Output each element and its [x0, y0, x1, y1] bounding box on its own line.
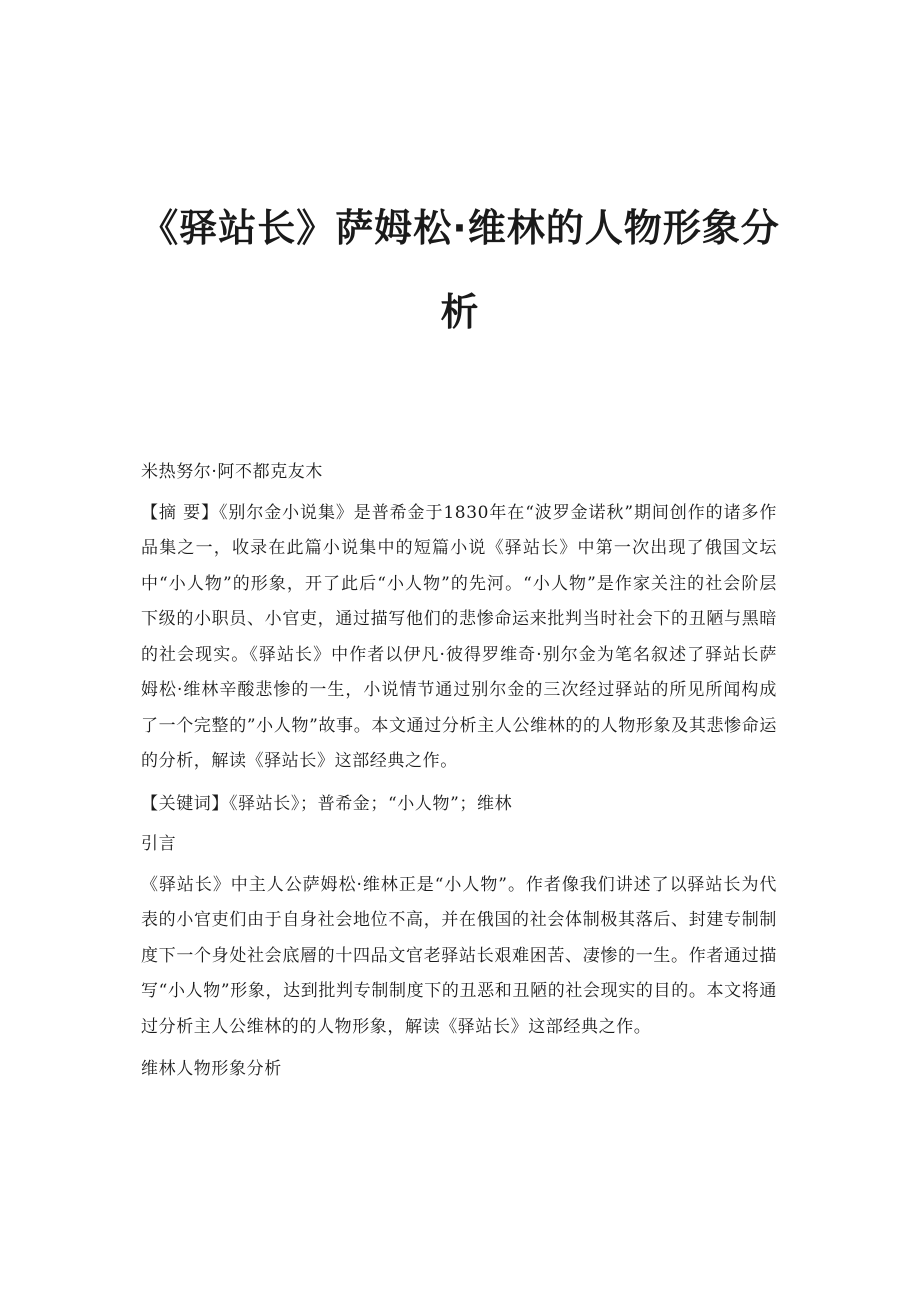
document-title: 《驿站长》萨姆松·维林的人物形象分析 [140, 206, 780, 334]
abstract-paragraph [141, 496, 777, 780]
keywords-paragraph [141, 787, 777, 823]
intro-paragraph: 《驿站长》中主人公萨姆松·维林正是“小人物”。作者像我们讲述了以驿站长为代表的小官吏们由于自身社会地位不高，并在俄国的社会体制极其落后、封建专制制度下一个身处社会底層的十四品文官老驿站长艰难困苦、凄惨的一生。作者通过描写“小人物”形象，达到批判专制制度下的丑恶和丑陋的社会现实的目的。本文将通过分析主人公维林的的人物形象，解读《驿站长》这部经典之作。 [141, 874, 777, 1037]
keywords-label: 【关键词】 [141, 793, 229, 814]
document-body [141, 455, 777, 1093]
abstract-label: 【摘 要】 [141, 502, 219, 523]
keywords-text: 《驿站长》；普希金；“小人物”；维林 [229, 793, 513, 814]
analysis-heading: 维林人物形象分析 [141, 1059, 282, 1079]
intro-heading: 引言 [141, 834, 177, 854]
abstract-text: 《别尔金小说集》是普希金于1830年在“波罗金诺秋”期间创作的诸多作品集之一，收录在此篇小说集中的短篇小说《驿站长》中第一次出现了俄国文坛中“小人物”的形象，开了此后“小人物”的先河。“小人物”是作家关注的社会阶层下级的小职员、小官吏，通过描写他们的悲惨命运来批判当时社会下的丑陋与黑暗的社会现实。《驿站长》中作者以伊凡·彼得罗维奇·别尔金为笔名叙述了驿站长萨姆松·维林辛酸悲惨的一生，小说情节通过别尔金的三次经过驿站的所见所闻构成了一个完整的”小人物”故事。本文通过分析主人公维林的的人物形象及其悲惨命运的分析，解读《驿站长》这部经典之作。 [141, 502, 777, 771]
author-line: 米热努尔·阿不都克友木 [141, 462, 324, 482]
